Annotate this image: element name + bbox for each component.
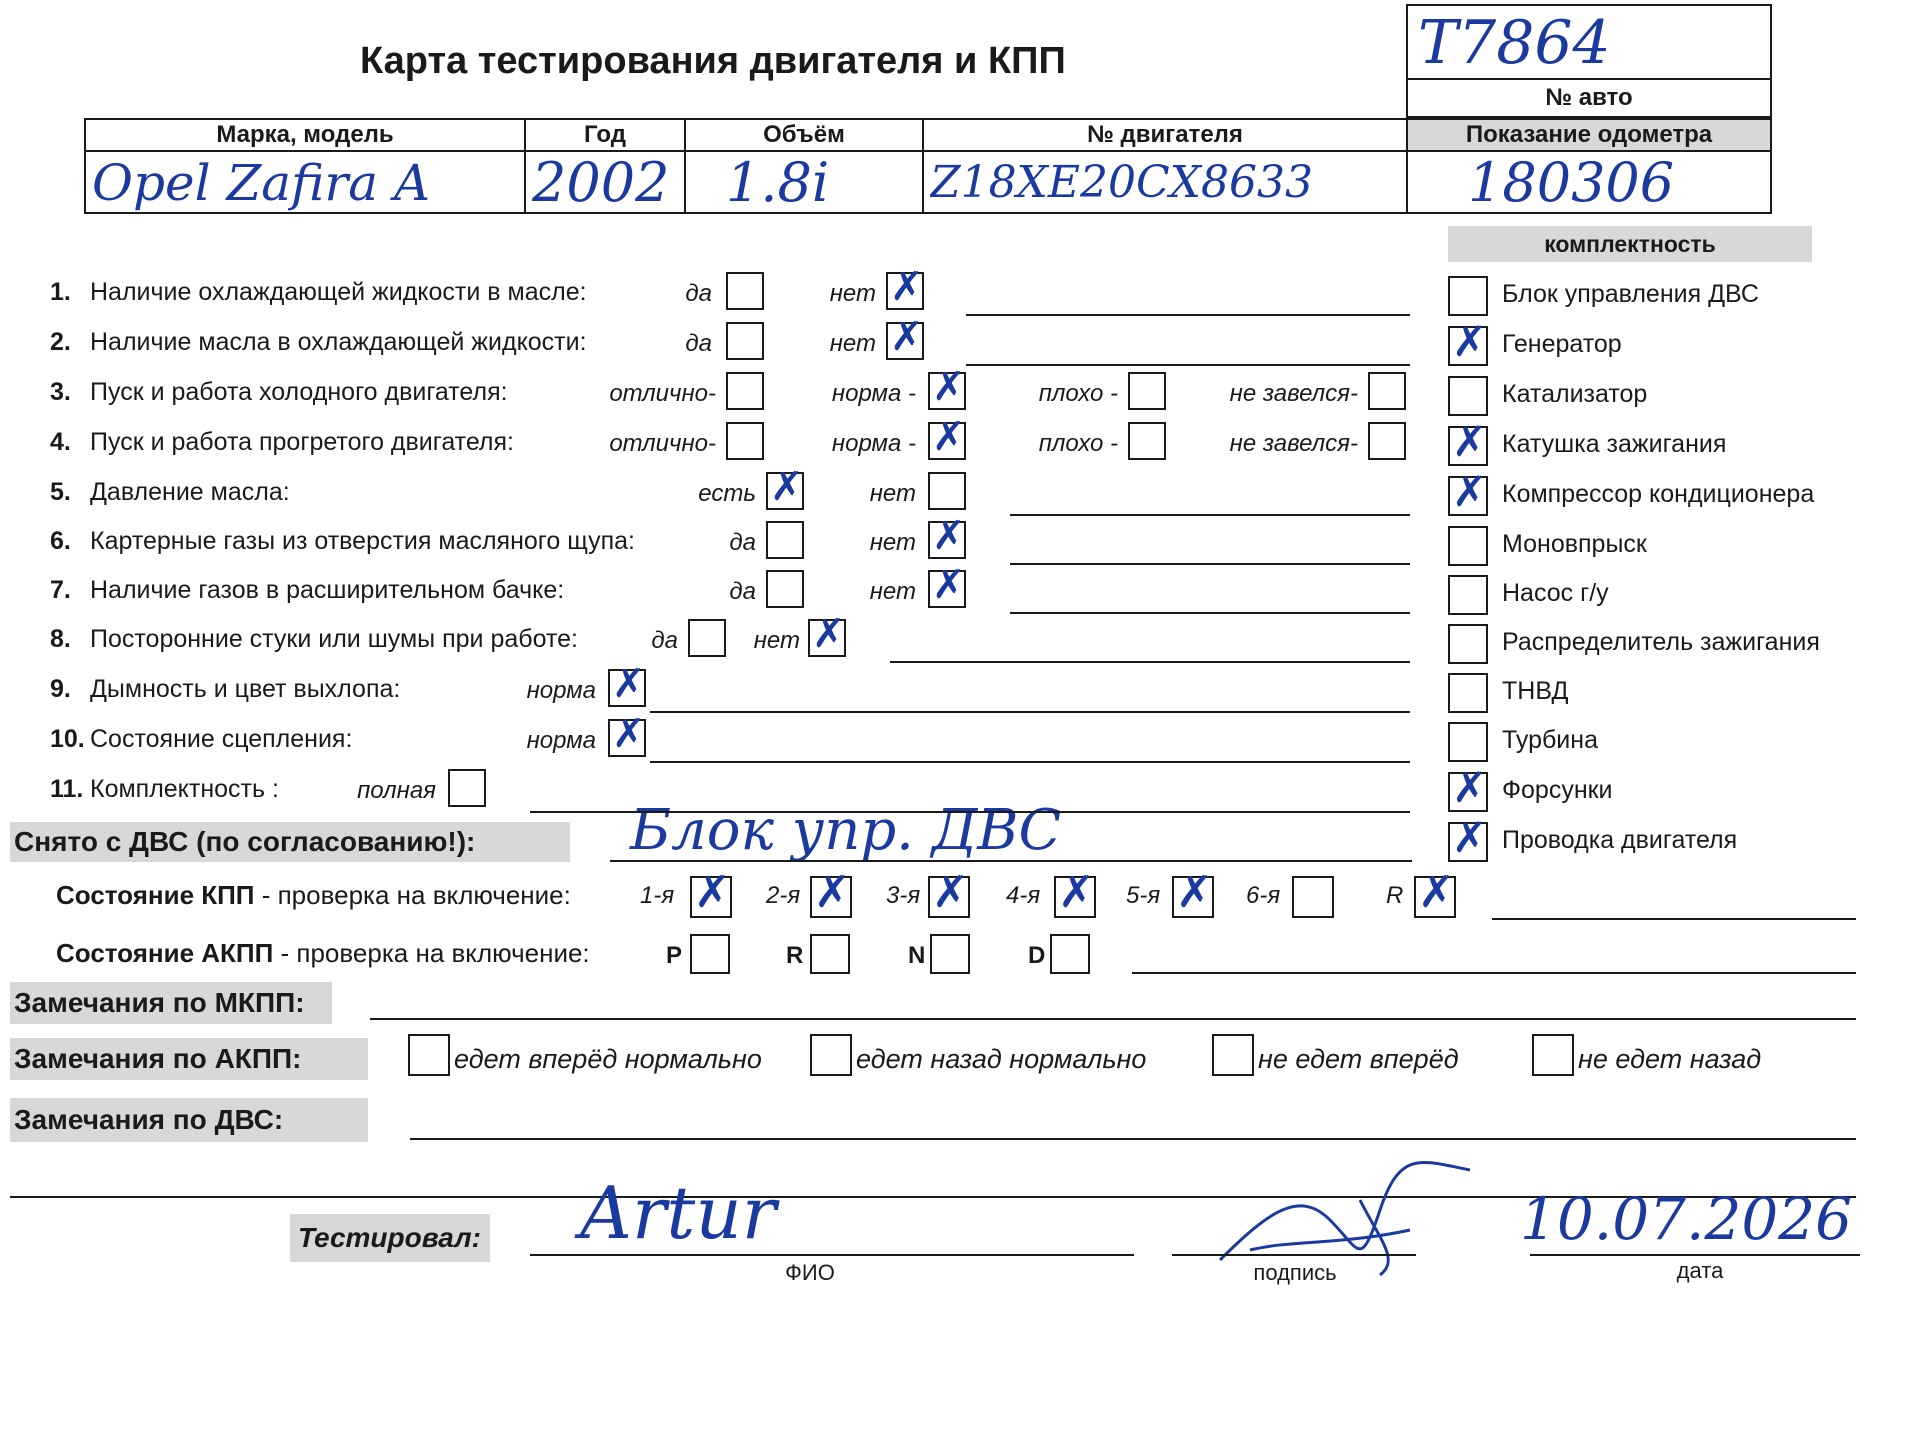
kpp-gear-2-label: 2-я [766, 882, 801, 909]
question-8-label: Посторонние стуки или шумы при работе: [90, 625, 578, 653]
remarks-dvs-label: Замечания по ДВС: [14, 1104, 284, 1135]
kpp-gear-7-label: R [1386, 882, 1404, 909]
question-3-option-4-label: не завелся- [1229, 380, 1358, 407]
kpp-gear-2-checkbox-mark: ✗ [814, 867, 851, 918]
question-9-text [50, 675, 400, 704]
kpp-gear-1-checkbox-mark: ✗ [694, 867, 731, 918]
remarks-akpp-label: Замечания по АКПП: [14, 1043, 302, 1074]
completeness-item-1-checkbox[interactable] [1448, 276, 1488, 316]
akpp-remark-3-label: не едет вперёд [1258, 1044, 1459, 1074]
name-caption: ФИО [785, 1260, 835, 1285]
question-11-notes-line [530, 811, 1410, 813]
header-value-model: Opel Zafira A [92, 154, 431, 212]
question-3-option-2-checkbox-mark: ✗ [932, 364, 966, 410]
akpp-label [56, 938, 590, 969]
akpp-mode-1-label: P [666, 942, 683, 969]
question-2-text [50, 328, 587, 357]
question-8-option-2-label: нет [753, 627, 800, 654]
question-11-option-1-label: полная [357, 777, 436, 804]
question-3-option-1-label: отлично- [609, 380, 716, 407]
date-value: 10.07.2026 [1520, 1185, 1853, 1253]
header-cell-engine-number [922, 118, 1408, 214]
kpp-gear-3-label: 3-я [886, 882, 921, 909]
header-cell-volume [684, 118, 924, 214]
completeness-title: комплектность [1448, 226, 1812, 262]
question-1-text [50, 278, 587, 307]
question-5-option-2-label: нет [869, 480, 916, 507]
question-4-option-2-checkbox-mark: ✗ [932, 414, 966, 460]
question-5-option-1-checkbox-mark: ✗ [770, 464, 804, 510]
completeness-item-4-label: Катушка зажигания [1502, 430, 1727, 458]
question-10-option-1-checkbox-mark: ✗ [612, 711, 646, 757]
kpp-gear-6-label: 6-я [1246, 882, 1281, 909]
question-6-number: 6. [50, 527, 71, 555]
completeness-item-7-checkbox[interactable] [1448, 575, 1488, 615]
header-value-engine-number: Z18XE20CX8633 [930, 157, 1313, 208]
completeness-item-12-checkbox[interactable] [1448, 813, 1488, 862]
question-10-label: Состояние сцепления: [90, 725, 353, 753]
akpp-label-bold: Состояние АКПП [56, 938, 274, 968]
question-11-option-1-checkbox[interactable] [448, 769, 486, 807]
question-5-label: Давление масла: [90, 478, 290, 506]
car-number-box [1406, 4, 1772, 80]
header-value-year: 2002 [532, 154, 670, 212]
header-cell-odometer [1406, 118, 1772, 214]
question-9-option-1-checkbox[interactable] [608, 661, 646, 707]
question-1-option-2-label: нет [829, 280, 876, 307]
completeness-item-9-label: ТНВД [1502, 677, 1569, 705]
kpp-gear-1-checkbox[interactable] [690, 867, 732, 918]
question-5-option-2-checkbox[interactable] [928, 472, 966, 510]
question-7-number: 7. [50, 576, 71, 604]
kpp-gear-5-checkbox[interactable] [1172, 867, 1214, 918]
completeness-item-12-label: Проводка двигателя [1502, 826, 1738, 854]
question-4-option-4-label: не завелся- [1229, 430, 1358, 457]
akpp-remark-2-label: едет назад нормально [856, 1044, 1147, 1074]
kpp-gear-7-checkbox[interactable] [1414, 867, 1456, 918]
question-11-number: 11. [50, 775, 84, 803]
completeness-item-4-checkbox[interactable] [1448, 417, 1488, 466]
signature-line [1172, 1254, 1416, 1256]
akpp-label-rest: - проверка на включение: [273, 938, 590, 968]
akpp-remark-3-checkbox[interactable] [1212, 1034, 1254, 1076]
question-7-text [50, 576, 564, 605]
kpp-gear-1-label: 1-я [640, 882, 675, 909]
kpp-gear-4-label: 4-я [1006, 882, 1041, 909]
question-6-option-2-checkbox[interactable] [928, 513, 966, 559]
question-3-option-3-checkbox[interactable] [1128, 372, 1166, 410]
question-3-option-2-label: норма - [831, 380, 916, 407]
completeness-item-10-checkbox[interactable] [1448, 722, 1488, 762]
kpp-label [56, 880, 571, 911]
question-9-notes-line [650, 711, 1410, 713]
completeness-item-6-checkbox[interactable] [1448, 526, 1488, 566]
kpp-label-bold: Состояние КПП [56, 880, 255, 910]
question-2-number: 2. [50, 328, 71, 356]
akpp-remark-1-checkbox[interactable] [408, 1034, 450, 1076]
question-1-label: Наличие охлаждающей жидкости в масле: [90, 278, 587, 306]
removed-line [610, 860, 1412, 862]
vehicle-header-table [84, 118, 1772, 214]
question-6-option-2-checkbox-mark: ✗ [932, 513, 966, 559]
remarks-dvs-line [410, 1138, 1856, 1140]
remarks-mkpp-label: Замечания по МКПП: [14, 987, 305, 1018]
kpp-gear-5-label: 5-я [1126, 882, 1161, 909]
completeness-item-1-label: Блок управления ДВС [1502, 280, 1759, 308]
akpp-mode-3-checkbox[interactable] [930, 934, 970, 974]
completeness-item-8-checkbox[interactable] [1448, 624, 1488, 664]
question-3-text [50, 378, 508, 407]
akpp-mode-4-checkbox[interactable] [1050, 934, 1090, 974]
question-6-label: Картерные газы из отверстия масляного щупа: [90, 527, 635, 555]
question-8-option-2-checkbox[interactable] [808, 611, 846, 657]
question-8-number: 8. [50, 625, 71, 653]
completeness-item-7-label: Насос г/у [1502, 579, 1609, 607]
question-6-option-2-label: нет [869, 529, 916, 556]
question-4-option-3-checkbox[interactable] [1128, 422, 1166, 460]
akpp-mode-2-label: R [786, 942, 804, 969]
completeness-item-11-label: Форсунки [1502, 776, 1613, 804]
header-cell-model [84, 118, 526, 214]
question-1-option-1-label: да [685, 280, 712, 307]
header-value-volume: 1.8i [726, 154, 830, 212]
completeness-item-2-checkbox-mark: ✗ [1452, 317, 1488, 366]
question-10-number: 10. [50, 725, 85, 753]
header-label-volume: Объём [686, 120, 922, 152]
question-5-notes-line [1010, 514, 1410, 516]
completeness-item-5-checkbox[interactable] [1448, 467, 1488, 516]
akpp-remark-1-label: едет вперёд нормально [454, 1044, 762, 1074]
kpp-gear-3-checkbox[interactable] [928, 867, 970, 918]
header-label-odometer: Показание одометра [1408, 120, 1770, 152]
kpp-gear-7-checkbox-mark: ✗ [1418, 867, 1455, 918]
completeness-item-5-checkbox-mark: ✗ [1452, 467, 1488, 516]
kpp-gear-6-checkbox[interactable] [1292, 876, 1334, 918]
removed-label: Снято с ДВС (по согласованию!): [14, 826, 476, 857]
completeness-item-2-label: Генератор [1502, 330, 1622, 358]
car-number-label: № авто [1406, 80, 1772, 118]
question-5-text [50, 478, 290, 507]
akpp-mode-4-label: D [1028, 942, 1046, 969]
kpp-gear-4-checkbox[interactable] [1054, 867, 1096, 918]
completeness-item-9-checkbox[interactable] [1448, 673, 1488, 713]
question-9-number: 9. [50, 675, 71, 703]
question-2-option-1-label: да [685, 330, 712, 357]
question-4-option-4-checkbox[interactable] [1368, 422, 1406, 460]
question-4-option-3-label: плохо - [1038, 430, 1118, 457]
question-11-text [50, 775, 279, 804]
question-2-option-2-label: нет [829, 330, 876, 357]
removed-value: Блок упр. ДВС [630, 798, 1062, 863]
completeness-item-11-checkbox[interactable] [1448, 763, 1488, 812]
completeness-item-8-label: Распределитель зажигания [1502, 628, 1820, 656]
question-10-option-1-label: норма [526, 727, 596, 754]
question-4-number: 4. [50, 428, 71, 456]
question-2-label: Наличие масла в охлаждающей жидкости: [90, 328, 587, 356]
question-3-label: Пуск и работа холодного двигателя: [90, 378, 508, 406]
kpp-gear-3-checkbox-mark: ✗ [932, 867, 969, 918]
question-10-text [50, 725, 352, 754]
completeness-item-3-checkbox[interactable] [1448, 376, 1488, 416]
question-9-option-1-checkbox-mark: ✗ [612, 661, 646, 707]
question-2-option-2-checkbox[interactable] [886, 314, 924, 360]
question-4-option-2-label: норма - [831, 430, 916, 457]
question-2-notes-line [966, 364, 1410, 366]
kpp-gear-2-checkbox[interactable] [810, 867, 852, 918]
question-6-notes-line [1010, 563, 1410, 565]
question-7-label: Наличие газов в расширительном бачке: [90, 576, 565, 604]
question-7-option-2-label: нет [869, 578, 916, 605]
question-9-option-1-label: норма [526, 677, 596, 704]
question-3-option-3-label: плохо - [1038, 380, 1118, 407]
date-caption: дата [1676, 1258, 1724, 1283]
completeness-item-5-label: Компрессор кондиционера [1502, 480, 1815, 508]
akpp-mode-3-label: N [908, 942, 926, 969]
akpp-line [1132, 972, 1856, 974]
completeness-item-11-checkbox-mark: ✗ [1452, 763, 1488, 812]
question-3-number: 3. [50, 378, 71, 406]
question-8-notes-line [890, 661, 1410, 663]
tester-name: Artur [580, 1171, 777, 1255]
completeness-item-10-label: Турбина [1502, 726, 1598, 754]
header-label-year: Год [526, 120, 684, 152]
completeness-item-4-checkbox-mark: ✗ [1452, 417, 1488, 466]
question-10-notes-line [650, 761, 1410, 763]
tested-label: Тестировал: [298, 1222, 481, 1253]
question-3-option-4-checkbox[interactable] [1368, 372, 1406, 410]
name-line [530, 1254, 1134, 1256]
question-1-option-2-checkbox[interactable] [886, 264, 924, 310]
question-1-number: 1. [50, 278, 71, 306]
question-6-option-1-label: да [729, 529, 756, 556]
question-6-text [50, 527, 635, 556]
completeness-item-6-label: Моновпрыск [1502, 530, 1647, 558]
kpp-gear-4-checkbox-mark: ✗ [1058, 867, 1095, 918]
header-label-model: Марка, модель [86, 120, 524, 152]
question-8-option-1-label: да [651, 627, 678, 654]
kpp-gear-5-checkbox-mark: ✗ [1176, 867, 1213, 918]
akpp-mode-2-checkbox[interactable] [810, 934, 850, 974]
remarks-mkpp-line [370, 1018, 1856, 1020]
kpp-line [1492, 918, 1856, 920]
signature-caption: подпись [1253, 1260, 1337, 1285]
akpp-remark-4-checkbox[interactable] [1532, 1034, 1574, 1076]
akpp-remark-4-label: не едет назад [1578, 1044, 1762, 1074]
question-2-option-2-checkbox-mark: ✗ [890, 314, 924, 360]
question-1-notes-line [966, 314, 1410, 316]
question-4-option-1-label: отлично- [609, 430, 716, 457]
form-title: Карта тестирования двигателя и КПП [360, 40, 1066, 82]
completeness-item-2-checkbox[interactable] [1448, 317, 1488, 366]
question-8-option-2-checkbox-mark: ✗ [812, 611, 846, 657]
completeness-item-12-checkbox-mark: ✗ [1452, 813, 1488, 862]
question-4-label: Пуск и работа прогретого двигателя: [90, 428, 514, 456]
header-label-engine-number: № двигателя [924, 120, 1406, 152]
completeness-item-3-label: Катализатор [1502, 380, 1648, 408]
question-7-option-2-checkbox[interactable] [928, 562, 966, 608]
question-5-number: 5. [50, 478, 71, 506]
question-1-option-2-checkbox-mark: ✗ [890, 264, 924, 310]
question-7-option-1-label: да [729, 578, 756, 605]
question-7-option-2-checkbox-mark: ✗ [932, 562, 966, 608]
akpp-mode-1-checkbox[interactable] [690, 934, 730, 974]
date-line [1530, 1254, 1860, 1256]
question-5-option-1-label: есть [698, 480, 756, 507]
header-cell-year [524, 118, 686, 214]
car-number-value: T7864 [1418, 8, 1611, 78]
question-4-text [50, 428, 514, 457]
question-10-option-1-checkbox[interactable] [608, 711, 646, 757]
akpp-remark-2-checkbox[interactable] [810, 1034, 852, 1076]
header-value-odometer: 180306 [1468, 154, 1675, 212]
question-11-label: Комплектность : [90, 775, 279, 803]
kpp-label-rest: - проверка на включение: [254, 880, 571, 910]
question-7-notes-line [1010, 612, 1410, 614]
question-9-label: Дымность и цвет выхлопа: [90, 675, 401, 703]
